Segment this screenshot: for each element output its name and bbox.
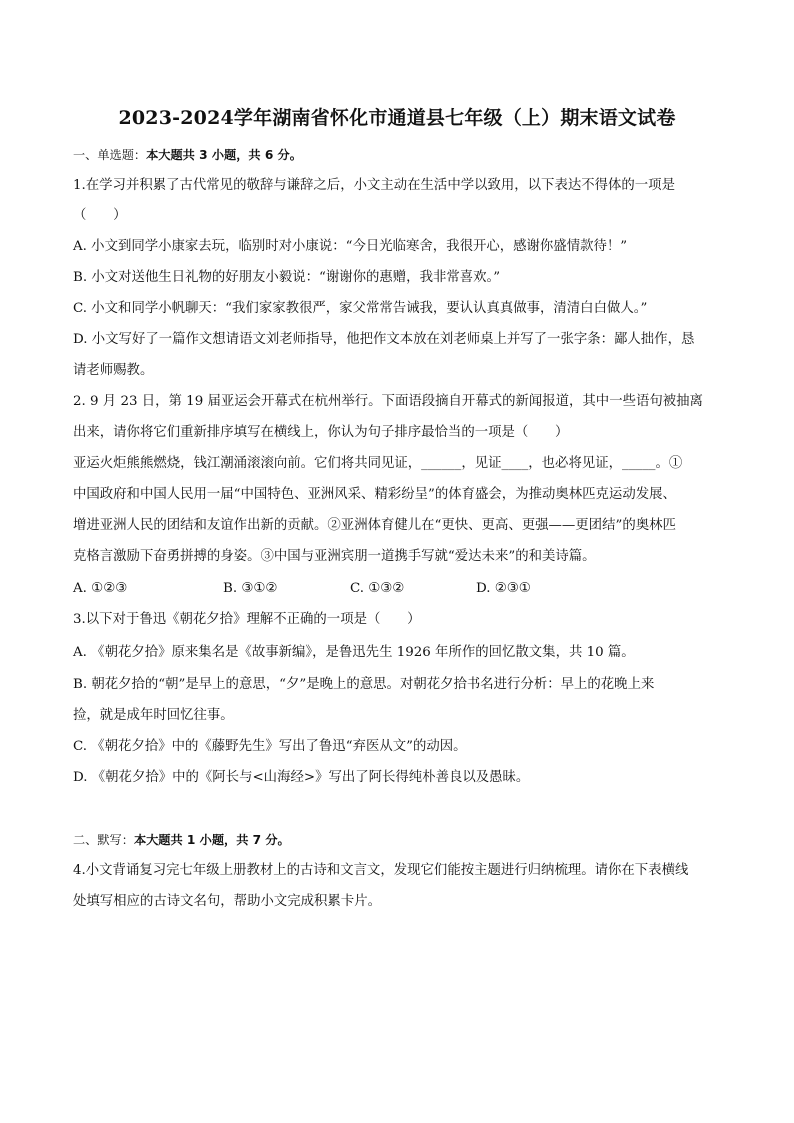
q3-option-d: D. 《朝花夕拾》中的《阿长与<山海经>》写出了阿长得纯朴善良以及愚昧。 [73, 770, 530, 785]
q2-stem-line-2: 出来，请你将它们重新排序填写在横线上，你认为句子排序最恰当的一项是（ ） [73, 425, 569, 440]
q3-option-b-line-2: 捡，就是成年时回忆往事。 [73, 708, 234, 723]
section-1-number: 一、单选题： [73, 148, 147, 162]
q1-option-a: A. 小文到同学小康家去玩，临别时对小康说：“今日光临寒舍，我很开心，感谢你盛情款待！” [73, 239, 628, 254]
q2-option-b: B. ③①② [223, 581, 278, 596]
q1-stem-line-1: 1.在学习并积累了古代常见的敬辞与谦辞之后，小文主动在生活中学以致用，以下表达不得体的一项是 [73, 178, 675, 193]
q2-passage-line-3: 增进亚洲人民的团结和友谊作出新的贡献。②亚洲体育健儿在“更快、更高、更强——更团结”的奥林匹 [73, 518, 676, 533]
q2-passage-line-4: 克格言激励下奋勇拼搏的身姿。③中国与亚洲宾朋一道携手写就“爱达未来”的和美诗篇。 [73, 549, 596, 564]
q4-stem-line-2: 处填写相应的古诗文名句，帮助小文完成积累卡片。 [73, 894, 381, 909]
q2-option-a: A. ①②③ [73, 581, 128, 596]
q2-option-c: C. ①③② [350, 581, 405, 596]
section-2-desc: 本大题共 1 小题，共 7 分。 [133, 833, 290, 847]
section-2-heading [73, 832, 290, 849]
q1-stem-line-2: （ ） [73, 208, 127, 223]
q1-option-c: C. 小文和同学小帆聊天：“我们家家教很严，家父常常告诫我，要认认真真做事，清清白白做人。” [73, 301, 648, 316]
page-title: 2023-2024学年湖南省怀化市通道县七年级（上）期末语文试卷 [118, 107, 676, 129]
section-1-desc: 本大题共 3 小题，共 6 分。 [146, 148, 302, 162]
q2-option-d: D. ②③① [476, 581, 531, 596]
q3-option-a: A. 《朝花夕拾》原来集名是《故事新编》，是鲁迅先生 1926 年所作的回忆散文集，共 10 篇。 [73, 645, 635, 660]
q2-stem-line-1: 2. 9 月 23 日，第 19 届亚运会开幕式在杭州举行。下面语段摘自开幕式的新闻报道，其中一些语句被抽离 [73, 394, 703, 409]
q1-option-d-line-1: D. 小文写好了一篇作文想请语文刘老师指导，他把作文本放在刘老师桌上并写了一张字条：鄙人拙作，恳 [73, 332, 695, 347]
q1-option-d-line-2: 请老师赐教。 [73, 363, 154, 378]
q3-stem: 3.以下对于鲁迅《朝花夕拾》理解不正确的一项是（ ） [73, 612, 421, 627]
q3-option-b-line-1: B. 朝花夕拾的“朝”是早上的意思，“夕”是晚上的意思。对朝花夕拾书名进行分析：早上的花晚上来 [73, 677, 655, 692]
q3-option-c: C. 《朝花夕拾》中的《藤野先生》写出了鲁迅“弃医从文”的动因。 [73, 739, 467, 754]
q4-stem-line-1: 4.小文背诵复习完七年级上册教材上的古诗和文言文，发现它们能按主题进行归纳梳理。请你在下表横线 [73, 863, 689, 878]
q1-option-b: B. 小文对送他生日礼物的好朋友小毅说：“谢谢你的惠赠，我非常喜欢。” [73, 270, 501, 285]
section-1-heading [73, 147, 302, 164]
q2-passage-line-1: 亚运火炬熊熊燃烧，钱江潮涌滚滚向前。它们将共同见证，______，见证____，也必将见证，_____。① [73, 456, 683, 471]
q2-options [73, 580, 531, 597]
section-2-number: 二、默写： [73, 833, 134, 847]
q2-passage-line-2: 中国政府和中国人民用一届“中国特色、亚洲风采、精彩纷呈”的体育盛会，为推动奥林匹克运动发展、 [73, 487, 676, 502]
